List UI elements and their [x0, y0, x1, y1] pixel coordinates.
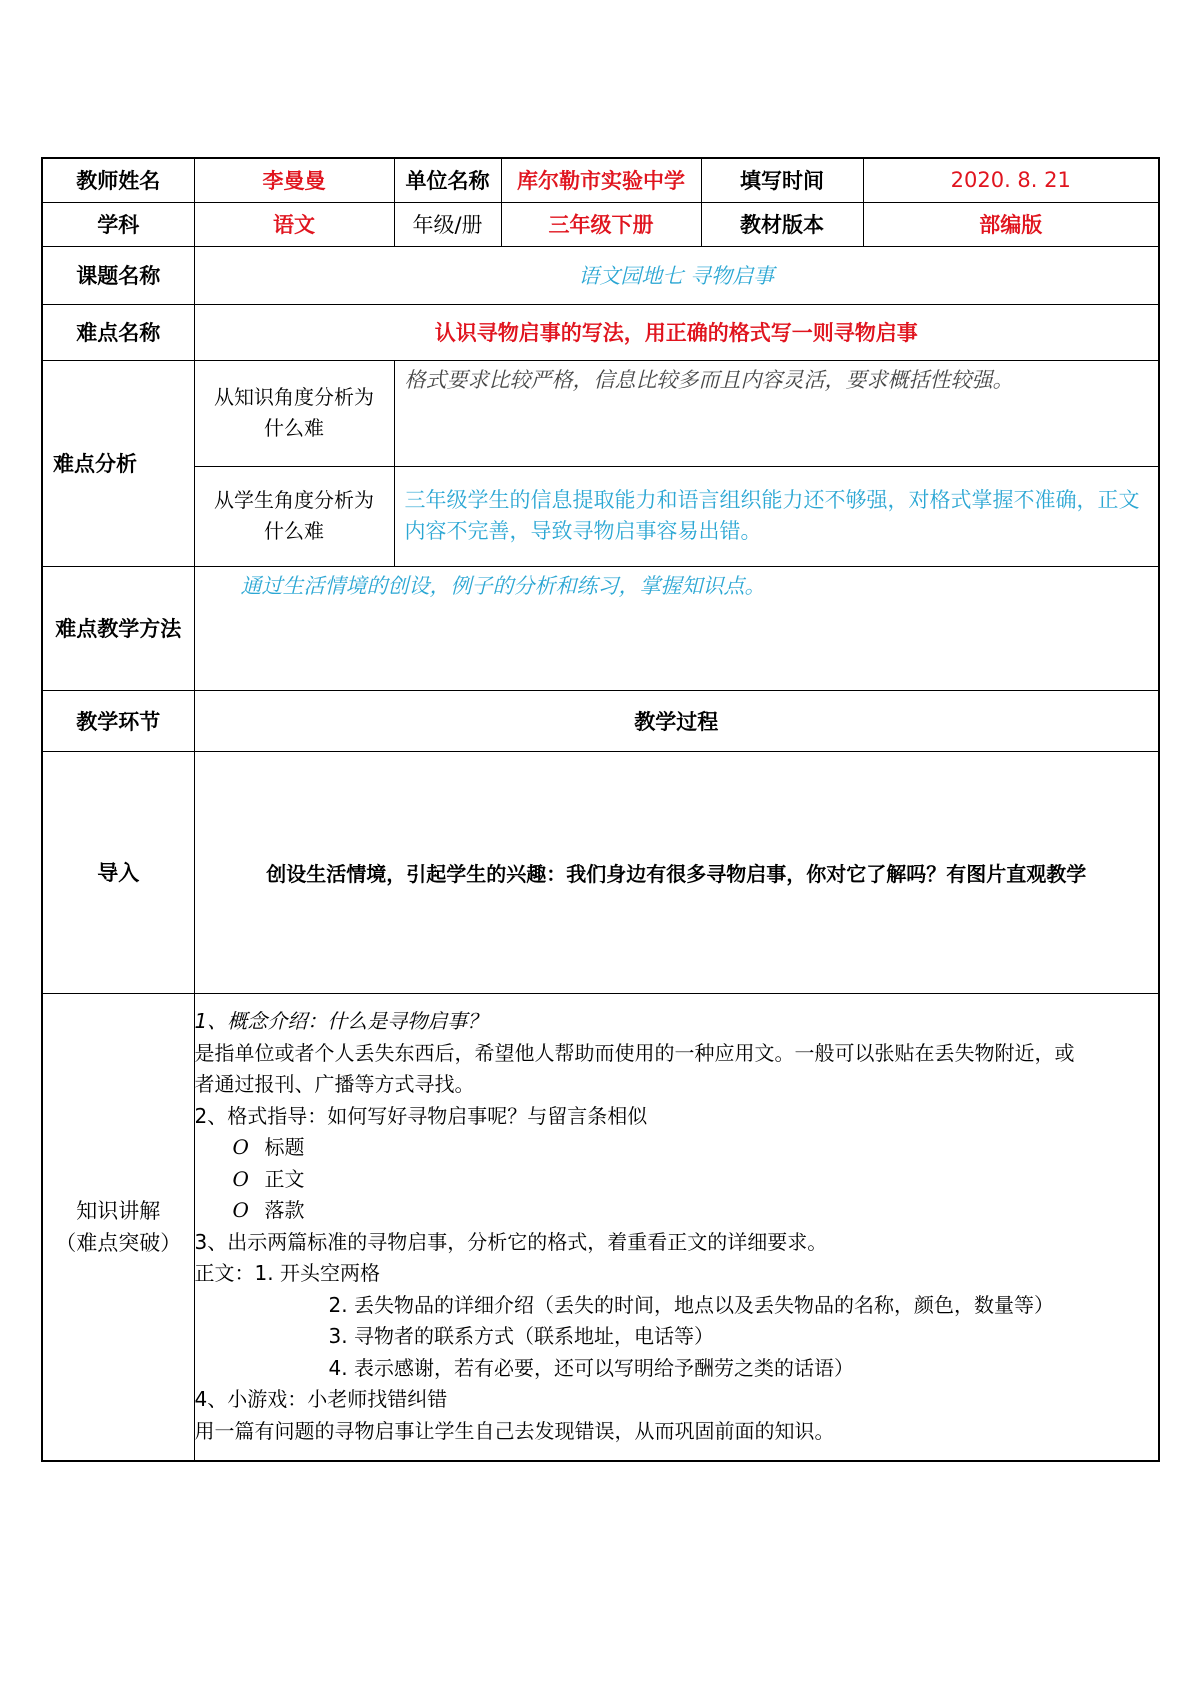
unit-name-value: 库尔勒市实验中学 [501, 158, 701, 202]
format-heading: 2、格式指导：如何写好寻物启事呢？与留言条相似 [194, 1103, 648, 1128]
examples-heading: 3、出示两篇标准的寻物启事，分析它的格式，着重看正文的详细要求。 [194, 1229, 828, 1254]
process-header-row [42, 690, 1159, 751]
game-description: 用一篇有问题的寻物启事让学生自己去发现错误，从而巩固前面的知识。 [194, 1418, 835, 1443]
concept-heading: 1、概念介绍：什么是寻物启事？ [194, 1009, 488, 1034]
knowledge-angle-value: 格式要求比较严格，信息比较多而且内容灵活，要求概括性较强。 [394, 360, 1159, 466]
intro-value: 创设生活情境，引起学生的兴趣：我们身边有很多寻物启事，你对它了解吗？有图片直观教学 [194, 751, 1159, 993]
explain-content [194, 993, 1159, 1461]
body-point-4: 4. 表示感谢，若有必要，还可以写明给予酬劳之类的话语） [328, 1355, 854, 1380]
explain-row [42, 993, 1159, 1461]
explain-label-line1: 知识讲解 [76, 1198, 161, 1223]
info-row-2 [42, 202, 1159, 246]
bullet-icon: O [232, 1198, 249, 1223]
edition-value: 部编版 [863, 202, 1159, 246]
lesson-plan-table [41, 157, 1160, 1462]
concept-line-1: 是指单位或者个人丢失东西后，希望他人帮助而使用的一种应用文。一般可以张贴在丢失物附近，或 [194, 1040, 1075, 1065]
topic-value: 语文园地七 寻物启事 [194, 246, 1159, 304]
method-value: 通过生活情境的创设，例子的分析和练习，掌握知识点。 [194, 566, 1159, 690]
process-header: 教学过程 [194, 690, 1159, 751]
edition-label: 教材版本 [701, 202, 863, 246]
difficulty-value: 认识寻物启事的写法，用正确的格式写一则寻物启事 [194, 304, 1159, 360]
analysis-knowledge-row [42, 360, 1159, 466]
subject-value: 语文 [194, 202, 394, 246]
stage-header: 教学环节 [42, 690, 194, 751]
explain-label [42, 993, 194, 1461]
method-row [42, 566, 1159, 690]
bullet-title [195, 1132, 1159, 1164]
subject-label: 学科 [42, 202, 194, 246]
topic-row [42, 246, 1159, 304]
bullet-body [195, 1164, 1159, 1196]
bullet-icon: O [232, 1135, 249, 1160]
body-point-1: 正文：1. 开头空两格 [194, 1261, 380, 1286]
teacher-name-value: 李曼曼 [194, 158, 394, 202]
fill-date-value: 2020. 8. 21 [863, 158, 1159, 202]
concept-line-2: 者通过报刊、广播等方式寻找。 [194, 1072, 475, 1097]
bullet-body-text: 正文 [264, 1166, 305, 1191]
bullet-signature-text: 落款 [264, 1198, 305, 1223]
method-label: 难点教学方法 [42, 566, 194, 690]
bullet-title-text: 标题 [264, 1135, 305, 1160]
difficulty-label: 难点名称 [42, 304, 194, 360]
body-point-3: 3. 寻物者的联系方式（联系地址，电话等） [328, 1324, 714, 1349]
grade-label: 年级/册 [394, 202, 501, 246]
intro-label: 导入 [42, 751, 194, 993]
difficulty-row [42, 304, 1159, 360]
student-angle-value: 三年级学生的信息提取能力和语言组织能力还不够强，对格式掌握不准确，正文内容不完善，导致寻物启事容易出错。 [394, 466, 1159, 566]
info-row-1 [42, 158, 1159, 202]
unit-name-label: 单位名称 [394, 158, 501, 202]
fill-date-label: 填写时间 [701, 158, 863, 202]
bullet-icon: O [232, 1166, 249, 1191]
topic-label: 课题名称 [42, 246, 194, 304]
knowledge-angle-label: 从知识角度分析为什么难 [194, 360, 394, 466]
grade-value: 三年级下册 [501, 202, 701, 246]
body-point-2: 2. 丢失物品的详细介绍（丢失的时间，地点以及丢失物品的名称，颜色，数量等） [328, 1292, 1054, 1317]
teacher-name-label: 教师姓名 [42, 158, 194, 202]
analysis-label: 难点分析 [42, 360, 194, 566]
game-heading: 4、小游戏：小老师找错纠错 [194, 1387, 448, 1412]
analysis-student-row [42, 466, 1159, 566]
student-angle-label: 从学生角度分析为什么难 [194, 466, 394, 566]
bullet-signature [195, 1195, 1159, 1227]
explain-label-line2: （难点突破） [55, 1230, 182, 1255]
intro-row [42, 751, 1159, 993]
